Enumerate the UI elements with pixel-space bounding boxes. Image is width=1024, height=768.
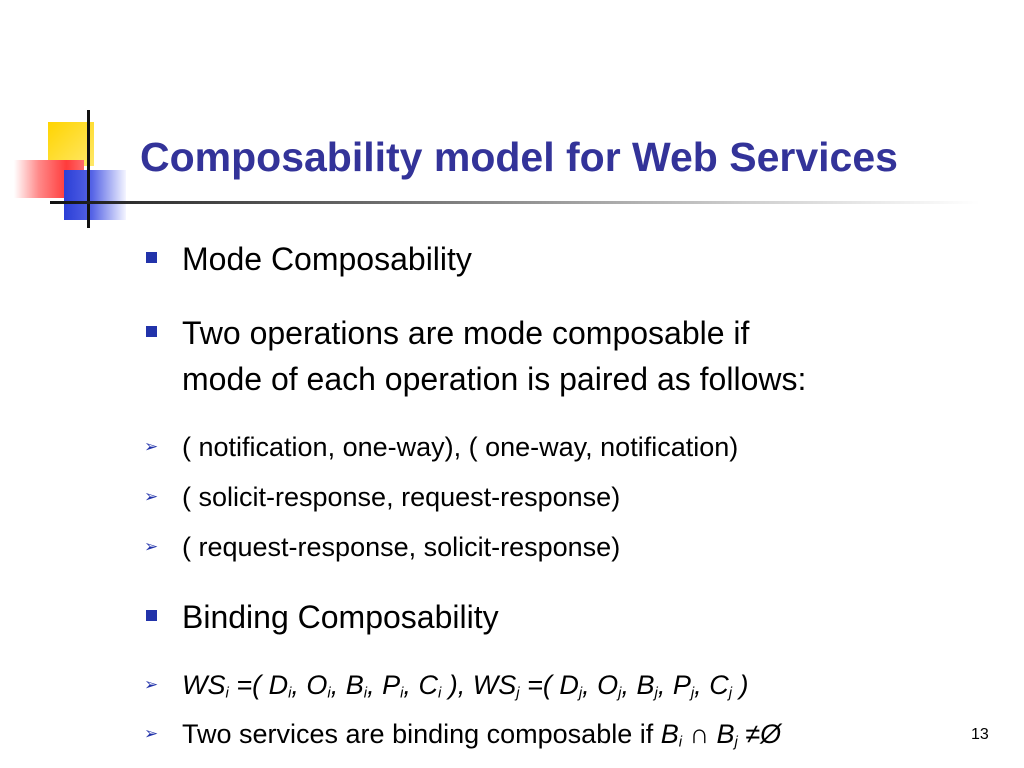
sub-bullet-text: Two services are binding composable if <box>182 719 661 749</box>
intersect-symbol: ∩ <box>682 719 717 749</box>
bullet-two-operations <box>182 310 806 402</box>
square-bullet-icon <box>146 610 157 621</box>
sub-bullet-text: ( notification, one-way), ( one-way, notification) <box>182 432 739 462</box>
ws-formula: $WS_i$ =( $D_i$, $O_i$, $B_i$, $P_i$, $C_i$ ), $WS_j$ =( $D_j$, $O_j$, $B_j$, $P_j$, $C_j$ ) <box>182 670 749 702</box>
bullet-text: Mode Composability <box>182 241 472 277</box>
sub-bullet-pair-2 <box>144 480 621 514</box>
sub-bullet-text: ( solicit-response, request-response) <box>182 482 621 512</box>
arrow-bullet-icon: ➢ <box>144 675 159 694</box>
sub-bullet-pair-1 <box>144 430 739 464</box>
bullet-binding-composability <box>182 594 499 640</box>
decor-blue-square <box>64 170 126 220</box>
sub-bullet-pair-3 <box>144 530 621 564</box>
bullet-text: Binding Composability <box>182 599 499 635</box>
title-underline <box>50 201 980 204</box>
square-bullet-icon <box>146 252 157 263</box>
sub-bullet-text: ( request-response, solicit-response) <box>182 532 621 562</box>
bullet-text-line2: mode of each operation is paired as follows: <box>182 361 807 397</box>
arrow-bullet-icon: ➢ <box>144 537 159 556</box>
square-bullet-icon <box>146 326 157 337</box>
binding-formula-rhs: $B_j$ ≠Ø <box>716 719 782 751</box>
bullet-mode-composability <box>182 236 472 282</box>
slide-page-number: 13 <box>971 726 989 743</box>
bullet-text-line1: Two operations are mode composable if <box>182 315 750 351</box>
sub-bullet-two-services <box>144 717 782 751</box>
arrow-bullet-icon: ➢ <box>144 437 159 456</box>
arrow-bullet-icon: ➢ <box>144 724 159 743</box>
binding-formula: $B_i$ <box>660 719 683 751</box>
arrow-bullet-icon: ➢ <box>144 487 159 506</box>
slide-title: Composability model for Web Services <box>140 134 898 180</box>
decor-vertical-line <box>87 110 90 228</box>
sub-bullet-ws-formula <box>144 668 749 702</box>
